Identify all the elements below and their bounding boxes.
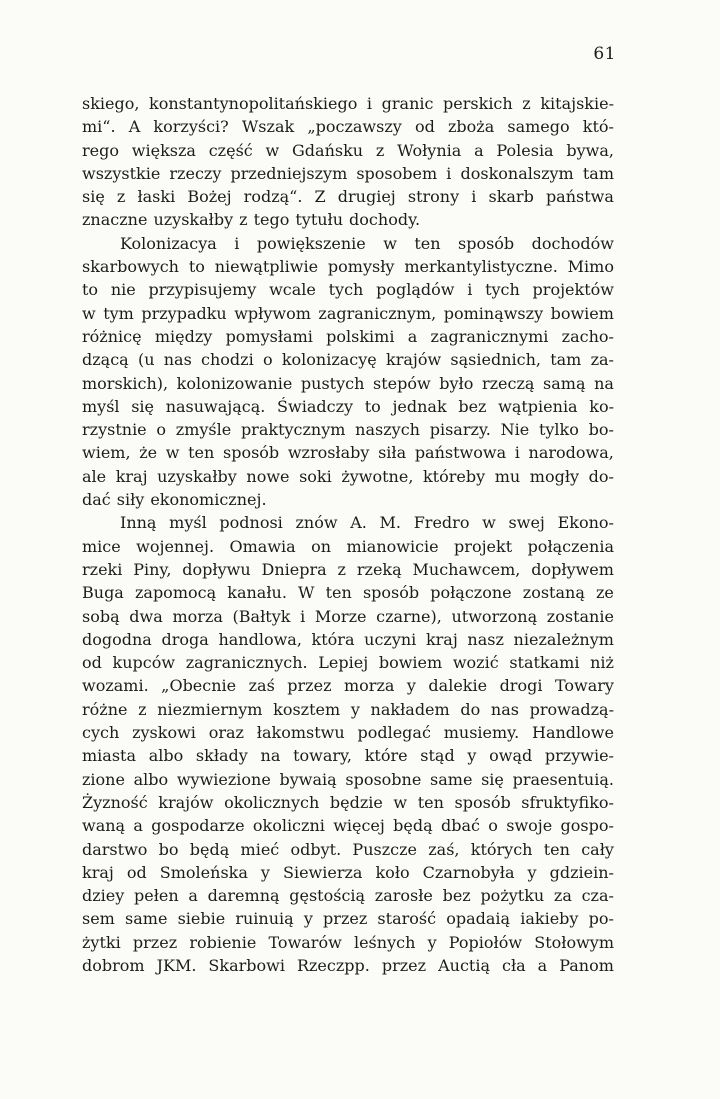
text-line: Kolonizacya i powiększenie w ten sposób dochodów: [120, 233, 614, 253]
text-line: dziey pełen a daremną gęstością zarosłe bez pożytku za cza-: [82, 886, 614, 906]
text-line: waną a gospodarze okoliczni więcej będą dbać o swoje gospo-: [82, 816, 614, 836]
text-line: dzącą (u nas chodzi o kolonizacyę krajów sąsiednich, tam za-: [82, 350, 614, 370]
text-line: się z łaski Bożej rodzą“. Z drugiej strony i skarb państwa: [82, 187, 614, 207]
text-line: morskich), kolonizowanie pustych stepów było rzeczą samą na: [82, 373, 614, 393]
text-line: darstwo bo będą mieć odbyt. Puszcze zaś, których ten cały: [82, 839, 614, 859]
text-line: znaczne uzyskałby z tego tytułu dochody.: [82, 210, 421, 230]
page-number: 61: [593, 44, 616, 64]
text-line: dobrom JKM. Skarbowi Rzeczpp. przez Auctią cła a Panom: [82, 955, 614, 975]
body-text: [82, 92, 614, 977]
text-line: skiego, konstantynopolitańskiego i granic perskich z kitajskie-: [82, 94, 614, 113]
text-line: sobą dwa morza (Bałtyk i Morze czarne), utworzoną zostanie: [82, 606, 614, 626]
text-line: dogodna droga handlowa, która uczyni kraj nasz niezależnym: [82, 629, 614, 649]
text-line: myśl się nasuwającą. Świadczy to jednak bez wątpienia ko-: [82, 396, 614, 416]
text-line: wiem, że w ten sposób wzrosłaby siła państwowa i narodowa,: [82, 443, 614, 463]
text-line: różnicę między pomysłami polskimi a zagranicznymi zacho-: [82, 326, 614, 346]
text-line: mice wojennej. Omawia on mianowicie projekt połączenia: [82, 536, 614, 556]
text-line: rego większa część w Gdańsku z Wołynia a Polesia bywa,: [82, 140, 614, 160]
text-line: Inną myśl podnosi znów A. M. Fredro w swej Ekono-: [120, 513, 614, 533]
text-line: miasta albo składy na towary, które stąd y owąd przywie-: [82, 746, 614, 766]
text-line: cych zyskowi oraz łakomstwu podlegać musiemy. Handlowe: [82, 723, 614, 743]
text-line: kraj od Smoleńska y Siewierza koło Czarnobyła y gdziein-: [82, 862, 614, 882]
text-line: rzystnie o zmyśle praktycznym naszych pisarzy. Nie tylko bo-: [82, 420, 614, 440]
text-line: w tym przypadku wpływom zagranicznym, pominąwszy bowiem: [82, 303, 614, 323]
text-line: żytki przez robienie Towarów leśnych y Popiołów Stołowym: [82, 932, 614, 952]
text-line: dać siły ekonomicznej.: [82, 490, 267, 510]
text-line: Buga zapomocą kanału. W ten sposób połączone zostaną ze: [82, 583, 614, 603]
text-line: od kupców zagranicznych. Lepiej bowiem wozić statkami niż: [82, 653, 614, 673]
text-line: wszystkie rzeczy przedniejszym sposobem i doskonalszym tam: [82, 163, 614, 183]
text-line: różne z niezmiernym kosztem y nakładem do nas prowadzą-: [82, 699, 614, 719]
text-line: sem same siebie ruinuią y przez starość opadaią iakieby po-: [82, 909, 614, 929]
text-line: mi“. A korzyści? Wszak „poczawszy od zboża samego któ-: [82, 117, 614, 137]
text-line: skarbowych to niewątpliwie pomysły merkantylistyczne. Mimo: [82, 257, 614, 277]
text-line: zione albo wywiezione bywaią sposobne same się praesentuią.: [82, 769, 614, 789]
text-line: Żyzność krajów okolicznych będzie w ten sposób sfruktyfiko-: [82, 792, 614, 812]
text-line: ale kraj uzyskałby nowe soki żywotne, któreby mu mogły do-: [82, 466, 614, 486]
text-line: wozami. „Obecnie zaś przez morza y dalekie drogi Towary: [82, 676, 614, 696]
text-line: to nie przypisujemy wcale tych poglądów i tych projektów: [82, 280, 614, 300]
text-line: rzeki Piny, dopływu Dniepra z rzeką Muchawcem, dopływem: [82, 559, 614, 579]
